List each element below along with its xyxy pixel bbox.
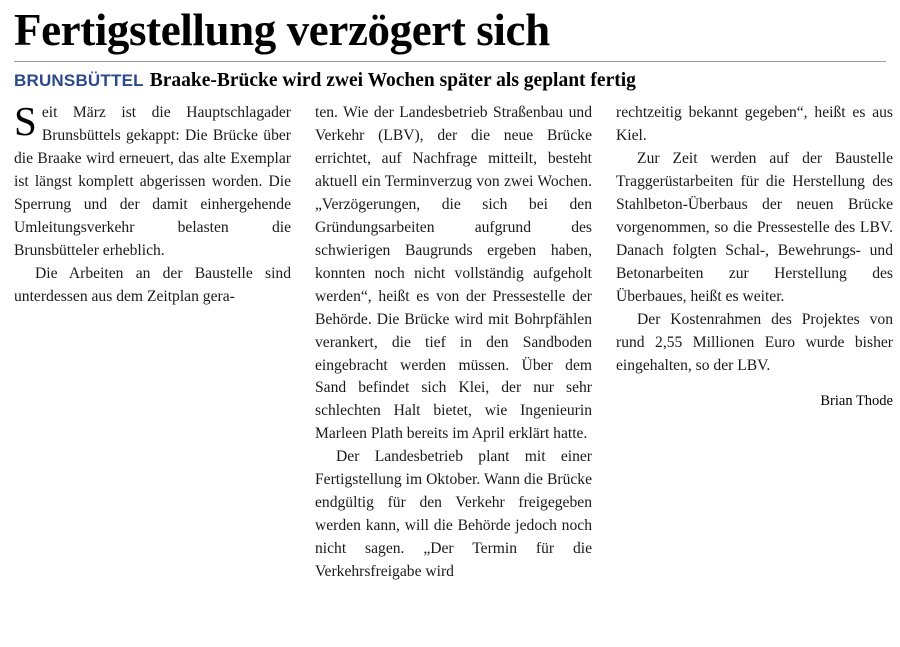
- article-columns: [14, 98, 893, 583]
- paragraph: rechtzeitig bekannt gegeben“, heißt es aus Kiel.: [616, 104, 893, 145]
- headline-divider: [14, 61, 886, 62]
- article-column-2: [315, 102, 592, 583]
- location-kicker: BRUNSBÜTTEL: [14, 70, 144, 90]
- paragraph: Der Landesbetrieb plant mit einer Fertigstellung im Oktober. Wann die Brücke endgültig für den Verkehr freigegeben werden kann, will die Behörde jedoch noch nicht sagen. „Der Termin für die Verkehrsfreigabe wird: [315, 448, 592, 580]
- article-column-1: [14, 98, 291, 308]
- article-column-3: [616, 102, 893, 412]
- byline: Brian Thode: [820, 393, 893, 410]
- subheadline-text: Braake-Brücke wird zwei Wochen später als geplant fertig: [149, 69, 636, 91]
- paragraph: Die Arbeiten an der Baustelle sind unterdessen aus dem Zeitplan gera-: [14, 264, 291, 305]
- drop-cap: S: [14, 98, 37, 145]
- page-title: Fertigstellung verzögert sich: [14, 5, 550, 55]
- paragraph: Zur Zeit werden auf der Baustelle Traggerüstarbeiten für die Herstellung des Stahlbeton-Überbaus der neuen Brücke vorgenommen, so die Pressestelle des LBV. Danach folgten Schal-, Bewehrungs- und Betonarbeiten zur Herstellung des Überbaues, heißt es weiter.: [616, 150, 893, 305]
- paragraph-text: eit März ist die Hauptschlagader Brunsbüttels gekappt: Die Brücke über die Braake wird erneuert, das alte Exemplar ist längst komplett abgerissen worden. Die Sperrung und der damit einhergehende Umleitungsverkehr belasten die Brunsbütteler erheblich.: [14, 104, 291, 259]
- paragraph: Der Kostenrahmen des Projektes von rund 2,55 Millionen Euro wurde bisher eingehalten, so der LBV.: [616, 310, 893, 374]
- paragraph: ten. Wie der Landesbetrieb Straßenbau und Verkehr (LBV), der die neue Brücke errichtet, auf Nachfrage mitteilt, besteht aktuell ein Terminverzug von zwei Wochen. „Verzögerungen, die sich bei den Gründungsarbeiten aufgrund des schwierigen Baugrunds ergeben haben, konnten noch nicht vollständig aufgeholt werden“, heißt es von der Pressestelle der Behörde. Die Brücke wird mit Bohrpfählen verankert, die tief in den Sandboden eingebracht werden müssen. Über dem Sand befindet sich Klei, der nur sehr schlechten Halt bietet, wie Ingenieurin Marleen Plath bereits im April erklärt hatte.: [315, 104, 592, 443]
- article-subheadline: [14, 69, 886, 93]
- paragraph: [14, 98, 291, 262]
